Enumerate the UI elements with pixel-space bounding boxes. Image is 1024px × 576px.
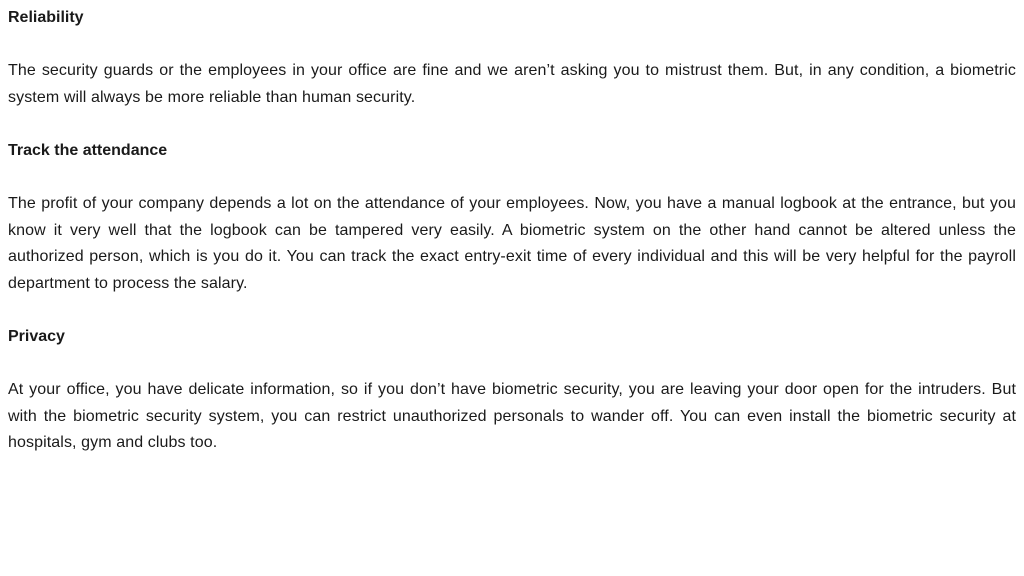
section-reliability (8, 5, 1016, 111)
section-heading: Privacy (8, 328, 65, 345)
document-page (8, 5, 1016, 484)
section-body: At your office, you have delicate information, so if you don’t have biometric security, you are leaving your door open for the intruders. But with the biometric security system, you can restrict unauthorized personals to wander off. You can even install the biometric security at hospitals, gym and clubs too. (8, 381, 1016, 451)
section-privacy (8, 324, 1016, 457)
section-heading: Track the attendance (8, 142, 168, 159)
section-body: The security guards or the employees in your office are fine and we aren’t asking you to mistrust them. But, in any condition, a biometric system will always be more reliable than human security. (8, 62, 1016, 106)
section-track-attendance (8, 138, 1016, 297)
section-heading: Reliability (8, 9, 84, 26)
section-body: The profit of your company depends a lot on the attendance of your employees. Now, you have a manual logbook at the entrance, but you know it very well that the logbook can be tampered very easily. A biometric system on the other hand cannot be altered unless the authorized person, which is you do it. You can track the exact entry-exit time of every individual and this will be very helpful for the payroll department to process the salary. (8, 195, 1016, 292)
